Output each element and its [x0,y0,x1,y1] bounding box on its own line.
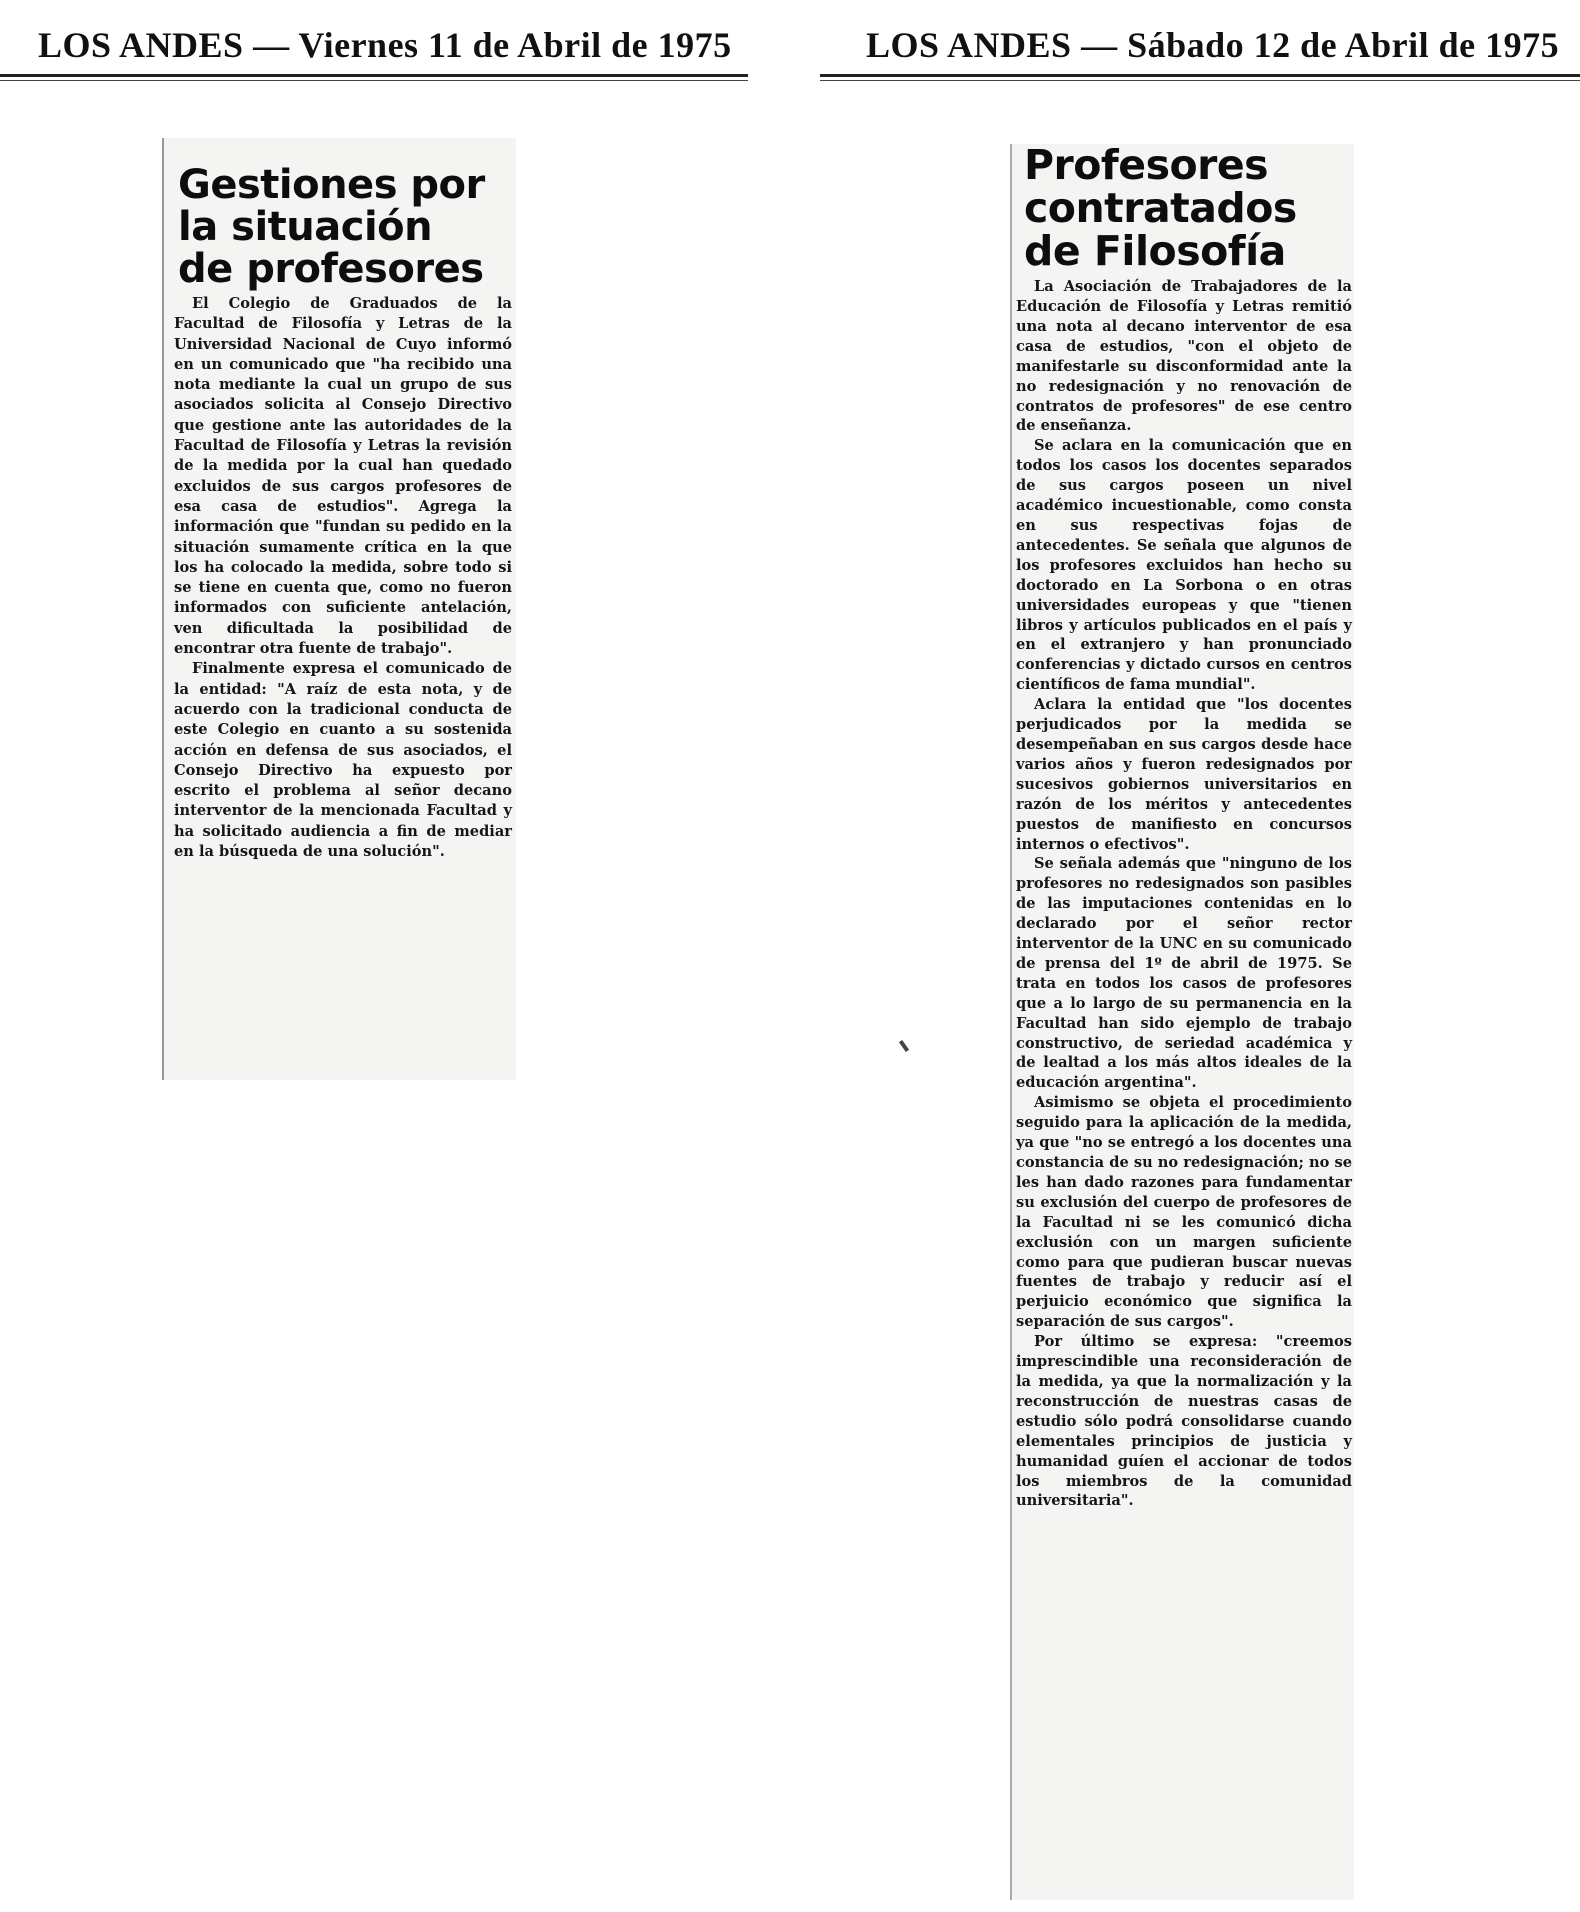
paragraph: Se aclara en la comunicación que en todos los casos los docentes separados de sus cargos poseen un nivel académico incuestionable, como consta en sus respectivas fojas de antecedentes. Se señala que algunos de los profesores excluidos han hecho su doctorado en La Sorbona o en otras universidades europeas y que "tienen libros y artículos publicados en el país y en el extranjero y han pronunciado conferencias y dictado cursos en centros científicos de fama mundial". [1016,437,1352,694]
paragraph: Se señala además que "ninguno de los profesores no redesignados son pasibles de las imputaciones contenidas en lo declarado por el señor rector interventor de la UNC en su comunicado de prensa del 1º de abril de 1975. Se trata en todos los casos de profesores que a lo largo de su permanencia en la Facultad han sido ejemplo de trabajo constructivo, de seriedad académica y de lealtad a los más altos ideales de la educación argentina". [1016,855,1352,1092]
headline-right: Profesores contratados de Filosofía [1024,141,1297,276]
header-rule-right [820,74,1580,81]
masthead-left: LOS ANDES — Viernes 11 de Abril de 1975 [38,25,732,65]
paragraph: La Asociación de Trabajadores de la Educación de Filosofía y Letras remitió una nota al decano interventor de esa casa de estudios, "con el objeto de manifestarle su disconformidad ante la no redesignación y no renovación de contratos de profesores" de ese centro de enseñanza. [1016,278,1352,435]
article-body-left [164,290,516,862]
masthead-right: LOS ANDES — Sábado 12 de Abril de 1975 [866,25,1560,65]
paragraph: Asimismo se objeta el procedimiento seguido para la aplicación de la medida, ya que "no se entregó a los docentes una constancia de su no redesignación; no se les han dado razones para fundamentar su exclusión del cuerpo de profesores de la Facultad ni se les comunicó dicha exclusión con un margen suficiente como para que pudieran buscar nuevas fuentes de trabajo y reducir así el perjuicio económico que significa la separación de sus cargos". [1016,1094,1352,1331]
paragraph: Aclara la entidad que "los docentes perjudicados por la medida se desempeñaban en sus cargos desde hace varios años y fueron redesignados por sucesivos gobiernos universitarios en razón de los méritos y antecedentes puestos de manifiesto en concursos internos o efectivos". [1016,696,1352,853]
paragraph: Por último se expresa: "creemos imprescindible una reconsideración de la medida, ya que la normalización y la reconstrucción de nuestras casas de estudio sólo podrá consolidarse cuando elementales principios de justicia y humanidad guíen el accionar de todos los miembros de la comunidad universitaria". [1016,1333,1352,1510]
headline-left: Gestiones por la situación de profesores [178,162,485,292]
paragraph: El Colegio de Graduados de la Facultad de Filosofía y Letras de la Universidad Nacional de Cuyo informó en un comunicado que "ha recibido una nota mediante la cual un grupo de sus asociados solicita al Consejo Directivo que gestione ante las autoridades de la Facultad de Filosofía y Letras la revisión de la medida por la cual han quedado excluidos de sus cargos profesores de esa casa de estudios". Agrega la información que "fundan su pedido en la situación sumamente crítica en la que los ha colocado la medida, sobre todo si se tiene en cuenta que, como no fueron informados con suficiente antelación, ven dificultada la posibilidad de encontrar otra fuente de trabajo". [174,295,512,658]
paragraph: Finalmente expresa el comunicado de la entidad: "A raíz de esta nota, y de acuerdo con la tradicional conducta de este Colegio en cuanto a su sostenida acción en defensa de sus asociados, el Consejo Directivo ha expuesto por escrito el problema al señor decano interventor de la mencionada Facultad y ha solicitado audiencia a fin de mediar en la búsqueda de una solución". [174,660,512,861]
clipping-right [1010,141,1354,1900]
scan-speck [899,1040,909,1052]
header-rule-left [0,74,748,81]
article-body-right [1012,273,1354,1511]
clipping-left [162,138,516,1080]
